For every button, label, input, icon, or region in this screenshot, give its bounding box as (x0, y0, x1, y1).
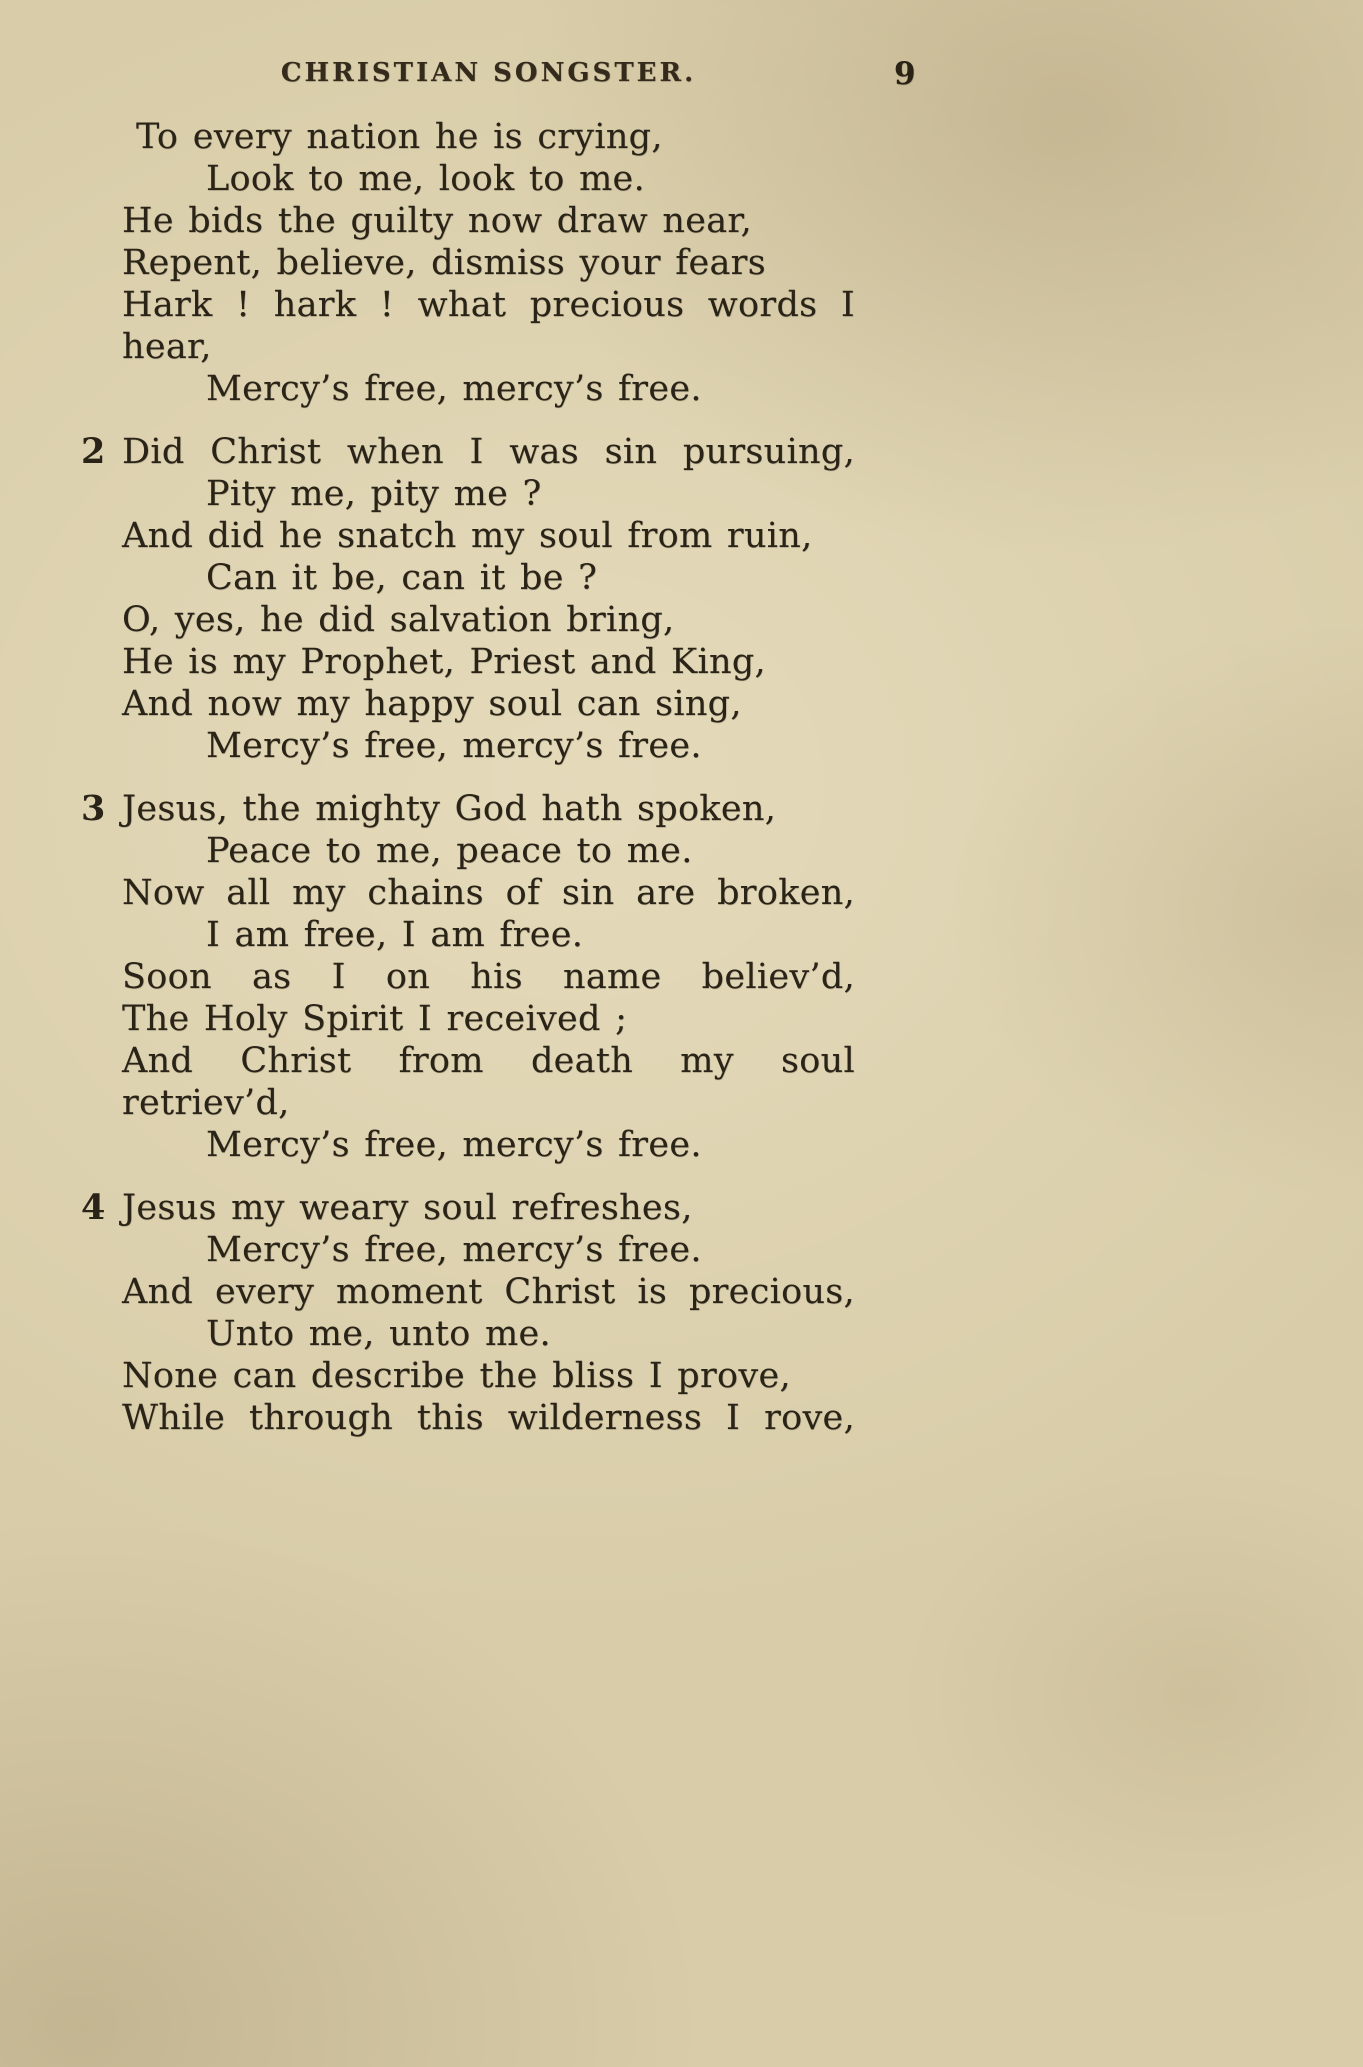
verse-line: Now all my chains of sin are broken, (122, 873, 855, 913)
verse-line: He is my Prophet, Priest and King, (122, 642, 766, 682)
verse-line: Look to me, look to me. (206, 159, 645, 199)
verse-line: Jesus, the mighty God hath spoken, (122, 789, 777, 829)
verse-line: None can describe the bliss I prove, (122, 1356, 791, 1396)
stanza (81, 788, 855, 1166)
verse-line: To every nation he is crying, (136, 117, 663, 157)
verse-line: Pity me, pity me ? (206, 474, 542, 514)
verse-line: And did he snatch my soul from ruin, (122, 516, 813, 556)
verse-number: 2 (81, 431, 106, 472)
verse-line: And now my happy soul can sing, (122, 684, 742, 724)
verse-line: Repent, believe, dismiss your fears (122, 243, 766, 283)
verse-line: Jesus my weary soul refreshes, (122, 1188, 693, 1228)
verse-line: While through this wilderness I rove, (122, 1398, 855, 1438)
verse-line: O, yes, he did salvation bring, (122, 600, 675, 640)
stanza (81, 431, 855, 767)
verse-line: And every moment Christ is precious, (122, 1272, 855, 1312)
verse-line: Hark ! hark ! what precious words I hear, (122, 285, 855, 367)
running-title: CHRISTIAN SONGSTER. (280, 58, 697, 88)
verse-line: Soon as I on his name believ’d, (122, 957, 855, 997)
verse-number: 4 (81, 1187, 106, 1228)
verse-line: Mercy’s free, mercy’s free. (206, 1125, 702, 1165)
verse-line: Can it be, can it be ? (206, 558, 598, 598)
verse-line: Mercy’s free, mercy’s free. (206, 369, 702, 409)
verse-line: Mercy’s free, mercy’s free. (206, 1230, 702, 1270)
page-header (122, 56, 916, 98)
verse-line: Did Christ when I was sin pursuing, (122, 432, 855, 472)
stanza (81, 1187, 855, 1439)
verse-line: I am free, I am free. (206, 915, 584, 955)
verse-line: The Holy Spirit I received ; (122, 999, 628, 1039)
verse-line: Unto me, unto me. (206, 1314, 551, 1354)
verse-line: And Christ from death my soul retriev’d, (122, 1041, 855, 1123)
verse-line: Peace to me, peace to me. (206, 831, 693, 871)
page-number: 9 (894, 56, 916, 92)
page-content (81, 56, 916, 1460)
verse-line: Mercy’s free, mercy’s free. (206, 726, 702, 766)
stanza (122, 116, 855, 410)
verse-line: He bids the guilty now draw near, (122, 201, 753, 241)
verse-number: 3 (81, 788, 106, 829)
